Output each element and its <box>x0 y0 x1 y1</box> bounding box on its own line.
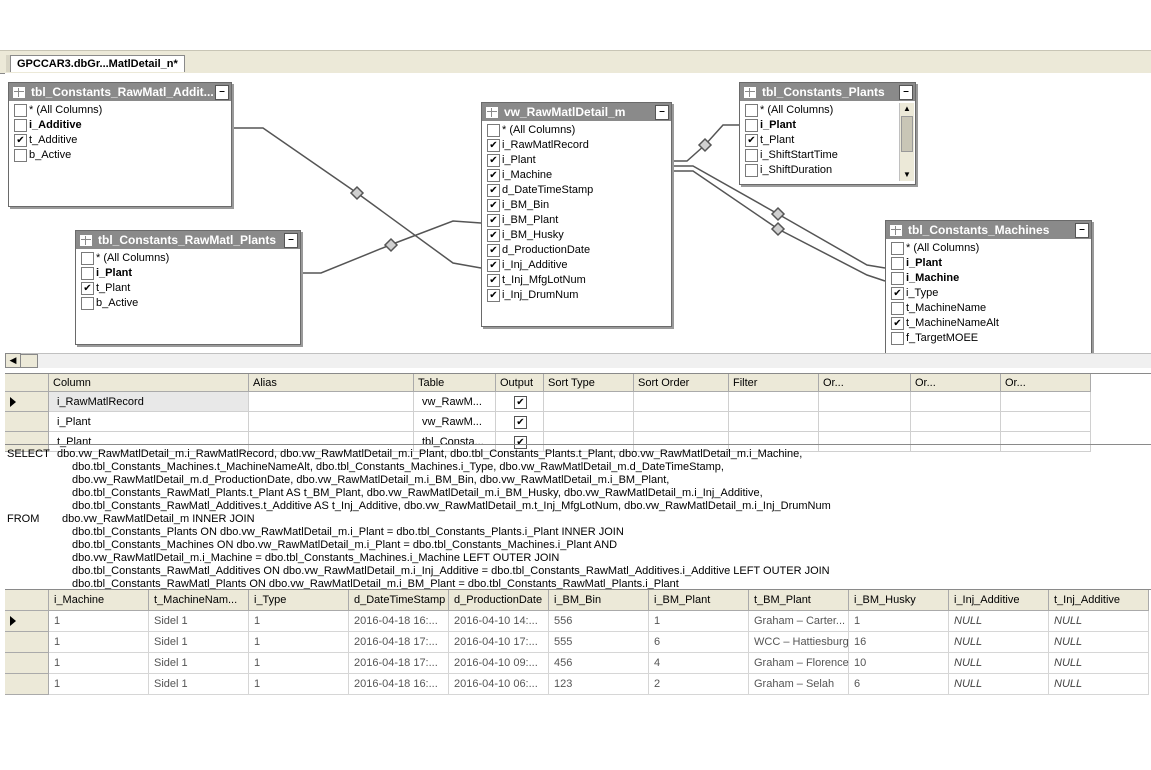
result-column-header[interactable]: t_MachineNam... <box>149 590 249 611</box>
column-item[interactable] <box>482 243 671 258</box>
result-cell[interactable]: 1 <box>249 674 349 695</box>
diagram-pane[interactable] <box>5 73 1151 353</box>
result-column-header[interactable]: i_Type <box>249 590 349 611</box>
column-item[interactable] <box>482 168 671 183</box>
table-title-bar[interactable] <box>482 103 671 121</box>
column-checkbox[interactable]: ✔ <box>487 184 500 197</box>
column-checkbox[interactable] <box>14 119 27 132</box>
scroll-thumb[interactable] <box>901 116 913 152</box>
result-cell[interactable]: NULL <box>1049 632 1149 653</box>
table-title-bar[interactable] <box>740 83 915 101</box>
result-cell[interactable]: NULL <box>1049 653 1149 674</box>
column-checkbox[interactable]: ✔ <box>891 287 904 300</box>
criteria-column-cell[interactable]: i_RawMatlRecord <box>49 392 249 412</box>
result-column-header[interactable]: t_BM_Plant <box>749 590 849 611</box>
result-cell[interactable]: 1 <box>249 632 349 653</box>
row-header[interactable] <box>5 632 49 653</box>
result-cell[interactable]: 16 <box>849 632 949 653</box>
result-column-header[interactable]: i_BM_Plant <box>649 590 749 611</box>
result-column-header[interactable]: i_Machine <box>49 590 149 611</box>
column-checkbox[interactable]: ✔ <box>487 244 500 257</box>
column-item[interactable] <box>886 271 1091 286</box>
column-checkbox[interactable]: ✔ <box>487 199 500 212</box>
criteria-empty-cell[interactable] <box>1001 412 1091 432</box>
column-item[interactable] <box>482 213 671 228</box>
table-icon <box>890 225 902 236</box>
column-header[interactable]: Alias <box>249 374 414 392</box>
table-title-bar[interactable] <box>76 231 300 249</box>
column-name: * (All Columns) <box>29 104 103 116</box>
criteria-table-cell[interactable]: tbl_Consta... <box>414 432 496 452</box>
grid-corner <box>5 590 49 611</box>
criteria-alias-cell[interactable] <box>249 412 414 432</box>
column-name: b_Active <box>96 297 139 309</box>
minimize-icon[interactable]: – <box>899 85 913 100</box>
column-header[interactable]: Column <box>49 374 249 392</box>
column-checkbox[interactable]: ✔ <box>487 169 500 182</box>
current-row-icon <box>10 397 16 407</box>
table-icon <box>13 87 25 98</box>
column-checkbox[interactable] <box>745 149 758 162</box>
column-item[interactable] <box>740 148 915 163</box>
column-checkbox[interactable]: ✔ <box>891 317 904 330</box>
join-diamond-machines-1 <box>772 208 784 220</box>
criteria-empty-cell[interactable] <box>544 412 634 432</box>
column-checkbox[interactable] <box>81 267 94 280</box>
result-cell[interactable]: 1 <box>849 611 949 632</box>
table-rawmatl-additives[interactable] <box>8 82 232 207</box>
column-checkbox[interactable]: ✔ <box>487 154 500 167</box>
sql-from-line: dbo.tbl_Constants_Plants ON dbo.vw_RawMatlDetail_m.i_Plant = dbo.tbl_Constants_Plants.i_Plant INNER JOIN <box>72 526 624 538</box>
criteria-alias-cell[interactable] <box>249 392 414 412</box>
table-icon <box>80 235 92 246</box>
column-item[interactable] <box>482 138 671 153</box>
result-cell[interactable]: 2016-04-18 17:... <box>349 653 449 674</box>
grid-corner <box>5 374 49 392</box>
column-item[interactable] <box>482 183 671 198</box>
criteria-output-cell[interactable] <box>496 412 544 432</box>
result-column-header[interactable]: i_BM_Husky <box>849 590 949 611</box>
column-checkbox[interactable] <box>81 252 94 265</box>
scroll-down-icon[interactable]: ▼ <box>903 170 911 179</box>
join-diamond-additives <box>351 187 363 199</box>
criteria-empty-cell[interactable] <box>544 392 634 412</box>
column-checkbox[interactable] <box>891 272 904 285</box>
result-column-header[interactable]: d_DateTimeStamp <box>349 590 449 611</box>
join-diamond-machines-2 <box>772 223 784 235</box>
result-column-header[interactable]: i_Inj_Additive <box>949 590 1049 611</box>
column-name: t_Plant <box>760 134 795 146</box>
column-checkbox[interactable] <box>487 124 500 137</box>
result-cell[interactable]: 1 <box>49 611 149 632</box>
column-item[interactable] <box>740 133 915 148</box>
scroll-left-icon[interactable]: ◀ <box>5 353 21 368</box>
table-constants-plants[interactable] <box>739 82 916 185</box>
minimize-icon[interactable]: – <box>1075 223 1089 238</box>
result-cell[interactable]: NULL <box>949 632 1049 653</box>
column-name: i_Plant <box>502 154 536 166</box>
column-list <box>886 239 1091 346</box>
column-checkbox[interactable]: ✔ <box>487 289 500 302</box>
output-checkbox[interactable]: ✔ <box>514 416 527 429</box>
table-title: tbl_Constants_Plants <box>762 85 885 99</box>
document-tab[interactable]: GPCCAR3.dbGr...MatlDetail_n* <box>10 55 185 72</box>
column-checkbox[interactable] <box>14 149 27 162</box>
result-cell[interactable]: 555 <box>549 632 649 653</box>
column-item[interactable] <box>886 316 1091 331</box>
column-checkbox[interactable] <box>891 302 904 315</box>
column-name: i_Machine <box>502 169 553 181</box>
criteria-empty-cell[interactable] <box>729 412 819 432</box>
column-name: i_ShiftStartTime <box>760 149 838 161</box>
column-item[interactable] <box>76 251 300 266</box>
criteria-empty-cell[interactable] <box>911 412 1001 432</box>
column-name: i_BM_Plant <box>502 214 559 226</box>
column-item[interactable] <box>76 266 300 281</box>
result-cell[interactable]: Sidel 1 <box>149 653 249 674</box>
result-column-header[interactable]: i_BM_Bin <box>549 590 649 611</box>
criteria-table-cell[interactable]: vw_RawM... <box>414 392 496 412</box>
criteria-table-cell[interactable]: vw_RawM... <box>414 412 496 432</box>
column-checkbox[interactable] <box>745 119 758 132</box>
result-cell[interactable]: 2016-04-10 17:... <box>449 632 549 653</box>
result-cell[interactable]: 1 <box>49 632 149 653</box>
column-name: t_Plant <box>96 282 131 294</box>
sql-pane[interactable] <box>5 444 1151 590</box>
criteria-column-cell[interactable]: t_Plant <box>49 432 249 452</box>
diagram-hscroll[interactable] <box>5 353 1151 368</box>
result-cell[interactable]: 1 <box>249 611 349 632</box>
result-cell[interactable]: 1 <box>249 653 349 674</box>
result-cell[interactable]: 4 <box>649 653 749 674</box>
column-item[interactable] <box>9 133 231 148</box>
result-cell[interactable]: 556 <box>549 611 649 632</box>
result-cell[interactable]: WCC – Hattiesburg <box>749 632 849 653</box>
column-name: t_MachineNameAlt <box>906 317 999 329</box>
column-item[interactable] <box>886 256 1091 271</box>
column-header[interactable]: Table <box>414 374 496 392</box>
output-checkbox[interactable]: ✔ <box>514 396 527 409</box>
table-title-bar[interactable] <box>9 83 231 101</box>
column-checkbox[interactable]: ✔ <box>487 139 500 152</box>
column-checkbox[interactable] <box>14 104 27 117</box>
table-title-bar[interactable] <box>886 221 1091 239</box>
column-name: b_Active <box>29 149 72 161</box>
sql-from-keyword: FROM <box>7 513 40 525</box>
column-name: i_Plant <box>906 257 943 269</box>
criteria-grid[interactable] <box>5 373 1151 448</box>
column-name: i_Machine <box>906 272 960 284</box>
column-checkbox[interactable] <box>891 257 904 270</box>
table-scrollbar[interactable] <box>899 103 914 181</box>
row-header[interactable] <box>5 412 49 432</box>
result-cell[interactable]: Graham – Florence <box>749 653 849 674</box>
column-checkbox[interactable]: ✔ <box>487 229 500 242</box>
column-item[interactable] <box>76 281 300 296</box>
column-header[interactable]: Sort Type <box>544 374 634 392</box>
column-item[interactable] <box>740 163 915 178</box>
table-title: tbl_Constants_RawMatl_Addit... <box>31 85 214 99</box>
result-cell[interactable]: Sidel 1 <box>149 674 249 695</box>
column-item[interactable] <box>886 301 1091 316</box>
column-name: t_Inj_MfgLotNum <box>502 274 586 286</box>
result-cell[interactable]: 2016-04-18 17:... <box>349 632 449 653</box>
result-cell[interactable]: 1 <box>49 653 149 674</box>
table-title: vw_RawMatlDetail_m <box>504 105 626 119</box>
column-name: i_RawMatlRecord <box>502 139 589 151</box>
criteria-empty-cell[interactable] <box>911 392 1001 412</box>
result-cell[interactable]: 2016-04-10 14:... <box>449 611 549 632</box>
criteria-empty-cell[interactable] <box>729 392 819 412</box>
table-rawmatl-plants[interactable] <box>75 230 301 345</box>
sql-select-line: dbo.tbl_Constants_RawMatl_Plants.t_Plant AS t_BM_Plant, dbo.vw_RawMatlDetail_m.i_BM_Husky, dbo.vw_RawMatlDetail_m.i_Inj_Additive, <box>72 487 763 499</box>
result-cell[interactable]: 6 <box>849 674 949 695</box>
column-item[interactable] <box>886 241 1091 256</box>
row-header[interactable] <box>5 674 49 695</box>
column-header[interactable]: Or... <box>911 374 1001 392</box>
result-cell[interactable]: 2016-04-10 09:... <box>449 653 549 674</box>
output-checkbox[interactable]: ✔ <box>514 436 527 449</box>
column-item[interactable] <box>482 228 671 243</box>
column-checkbox[interactable]: ✔ <box>487 259 500 272</box>
table-title: tbl_Constants_Machines <box>908 223 1050 237</box>
column-checkbox[interactable] <box>745 164 758 177</box>
sql-select-line: dbo.vw_RawMatlDetail_m.i_RawMatlRecord, dbo.vw_RawMatlDetail_m.i_Plant, dbo.tbl_Constants_Plants.t_Plant, dbo.vw_RawMatlDetail_m.i_Machine, <box>57 448 803 460</box>
result-cell[interactable]: Sidel 1 <box>149 611 249 632</box>
join-diamond-rawmatl-plants <box>385 239 397 251</box>
results-grid[interactable] <box>5 589 1151 702</box>
sql-select-line: dbo.tbl_Constants_Machines.t_MachineNameAlt, dbo.tbl_Constants_Machines.i_Type, dbo.vw_RawMatlDetail_m.d_DateTimeStamp, <box>72 461 724 473</box>
column-name: f_TargetMOEE <box>906 332 979 344</box>
result-column-header[interactable]: d_ProductionDate <box>449 590 549 611</box>
column-list <box>740 101 915 178</box>
column-item[interactable] <box>482 288 671 303</box>
view-icon <box>486 107 498 118</box>
row-header[interactable] <box>5 653 49 674</box>
minimize-icon[interactable]: – <box>655 105 669 120</box>
column-name: i_Inj_Additive <box>502 259 568 271</box>
sql-from-line: dbo.vw_RawMatlDetail_m INNER JOIN <box>62 513 255 525</box>
column-name: * (All Columns) <box>96 252 170 264</box>
result-cell[interactable]: 10 <box>849 653 949 674</box>
column-header[interactable]: Sort Order <box>634 374 729 392</box>
result-cell[interactable]: NULL <box>949 611 1049 632</box>
result-cell[interactable]: NULL <box>949 674 1049 695</box>
column-name: t_Additive <box>29 134 78 146</box>
column-checkbox[interactable]: ✔ <box>487 214 500 227</box>
column-name: d_ProductionDate <box>502 244 591 256</box>
column-name: i_Type <box>906 287 939 299</box>
criteria-output-cell[interactable] <box>496 392 544 412</box>
column-name: i_BM_Bin <box>502 199 550 211</box>
criteria-empty-cell[interactable] <box>634 412 729 432</box>
sql-from-line: dbo.tbl_Constants_Machines ON dbo.vw_RawMatlDetail_m.i_Plant = dbo.tbl_Constants_Machines.i_Plant AND <box>72 539 618 551</box>
table-constants-machines[interactable] <box>885 220 1092 362</box>
result-column-header[interactable]: t_Inj_Additive <box>1049 590 1149 611</box>
column-item[interactable] <box>76 296 300 311</box>
column-item[interactable] <box>9 148 231 163</box>
criteria-empty-cell[interactable] <box>819 392 911 412</box>
column-header[interactable]: Or... <box>1001 374 1091 392</box>
column-item[interactable] <box>482 198 671 213</box>
minimize-icon[interactable]: – <box>215 85 229 100</box>
column-checkbox[interactable]: ✔ <box>745 134 758 147</box>
column-checkbox[interactable] <box>891 332 904 345</box>
result-cell[interactable]: Sidel 1 <box>149 632 249 653</box>
column-item[interactable] <box>482 273 671 288</box>
criteria-empty-cell[interactable] <box>634 392 729 412</box>
column-item[interactable] <box>9 103 231 118</box>
result-cell[interactable]: 1 <box>649 611 749 632</box>
column-name: i_Inj_DrumNum <box>502 289 579 301</box>
column-item[interactable] <box>740 103 915 118</box>
result-cell[interactable]: 123 <box>549 674 649 695</box>
result-cell[interactable]: NULL <box>1049 611 1149 632</box>
column-header[interactable]: Or... <box>819 374 911 392</box>
table-icon <box>744 87 756 98</box>
result-cell[interactable]: 456 <box>549 653 649 674</box>
column-item[interactable] <box>482 153 671 168</box>
criteria-column-cell[interactable]: i_Plant <box>49 412 249 432</box>
scroll-thumb[interactable] <box>20 354 38 368</box>
column-name: t_MachineName <box>906 302 987 314</box>
row-header[interactable] <box>5 611 49 632</box>
result-cell[interactable]: 2016-04-10 06:... <box>449 674 549 695</box>
column-name: * (All Columns) <box>502 124 576 136</box>
column-checkbox[interactable] <box>891 242 904 255</box>
table-rawmatl-detail[interactable] <box>481 102 672 327</box>
result-cell[interactable]: 2 <box>649 674 749 695</box>
row-header[interactable] <box>5 392 49 412</box>
column-list <box>76 249 300 311</box>
result-cell[interactable]: 2016-04-18 16:... <box>349 611 449 632</box>
sql-select-line: dbo.tbl_Constants_RawMatl_Additives.t_Additive AS t_Inj_Additive, dbo.vw_RawMatlDetail_m.t_Inj_MfgLotNum, dbo.vw_RawMatlDetail_m.i_Inj_DrumNum <box>72 500 831 512</box>
column-checkbox[interactable]: ✔ <box>487 274 500 287</box>
column-checkbox[interactable] <box>745 104 758 117</box>
column-item[interactable] <box>740 118 915 133</box>
column-item[interactable] <box>482 123 671 138</box>
result-cell[interactable]: NULL <box>1049 674 1149 695</box>
criteria-empty-cell[interactable] <box>819 412 911 432</box>
column-item[interactable] <box>886 331 1091 346</box>
column-list <box>482 121 671 303</box>
column-item[interactable] <box>9 118 231 133</box>
column-name: i_BM_Husky <box>502 229 564 241</box>
column-header[interactable]: Output <box>496 374 544 392</box>
column-name: d_DateTimeStamp <box>502 184 594 196</box>
column-header[interactable]: Filter <box>729 374 819 392</box>
result-cell[interactable]: Graham – Selah <box>749 674 849 695</box>
minimize-icon[interactable]: – <box>284 233 298 248</box>
column-checkbox[interactable]: ✔ <box>14 134 27 147</box>
sql-select-keyword: SELECT <box>7 448 50 460</box>
column-name: i_Plant <box>760 119 797 131</box>
current-row-icon <box>10 616 16 626</box>
result-cell[interactable]: 1 <box>49 674 149 695</box>
result-cell[interactable]: NULL <box>949 653 1049 674</box>
column-name: * (All Columns) <box>760 104 834 116</box>
column-checkbox[interactable] <box>81 297 94 310</box>
column-name: i_ShiftDuration <box>760 164 833 176</box>
column-checkbox[interactable]: ✔ <box>81 282 94 295</box>
column-item[interactable] <box>482 258 671 273</box>
column-list <box>9 101 231 163</box>
column-name: i_Additive <box>29 119 82 131</box>
result-cell[interactable]: 6 <box>649 632 749 653</box>
column-item[interactable] <box>886 286 1091 301</box>
column-name: i_Plant <box>96 267 133 279</box>
table-title: tbl_Constants_RawMatl_Plants <box>98 233 277 247</box>
sql-from-line: dbo.vw_RawMatlDetail_m.i_Machine = dbo.tbl_Constants_Machines.i_Machine LEFT OUTER JOIN <box>72 552 560 564</box>
result-cell[interactable]: 2016-04-18 16:... <box>349 674 449 695</box>
criteria-empty-cell[interactable] <box>1001 392 1091 412</box>
sql-from-line: dbo.tbl_Constants_RawMatl_Additives ON dbo.vw_RawMatlDetail_m.i_Inj_Additive = dbo.tbl_Constants_RawMatl_Additives.i_Additive LEFT OUTER JOIN <box>72 565 830 577</box>
sql-select-line: dbo.vw_RawMatlDetail_m.d_ProductionDate, dbo.vw_RawMatlDetail_m.i_BM_Bin, dbo.vw_RawMatlDetail_m.i_BM_Plant, <box>72 474 670 486</box>
result-cell[interactable]: Graham – Carter... <box>749 611 849 632</box>
sql-from-line: dbo.tbl_Constants_RawMatl_Plants ON dbo.vw_RawMatlDetail_m.i_BM_Plant = dbo.tbl_Constants_RawMatl_Plants.i_Plant <box>72 578 679 590</box>
column-name: * (All Columns) <box>906 242 980 254</box>
scroll-up-icon[interactable]: ▲ <box>903 104 911 113</box>
